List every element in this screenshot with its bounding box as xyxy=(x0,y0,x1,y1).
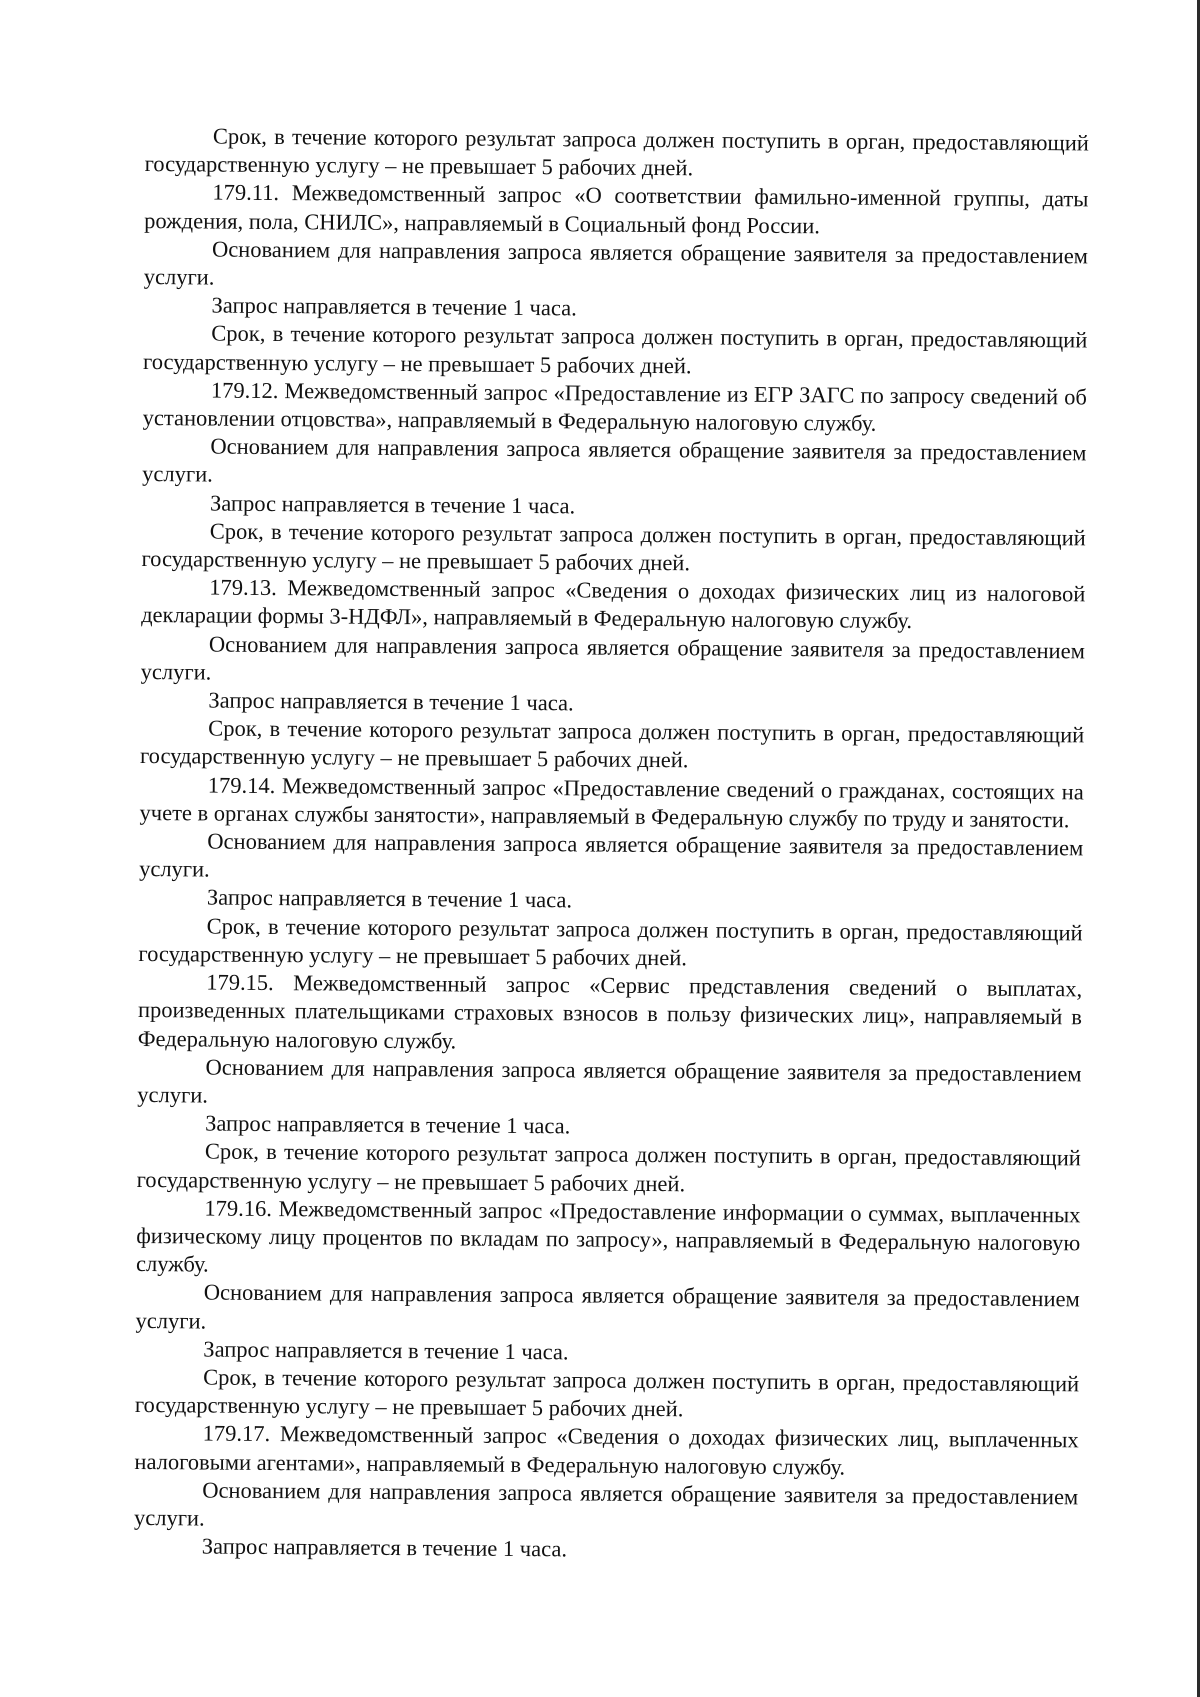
paragraph-zapros-time: Запрос направляется в течение 1 часа. xyxy=(211,292,577,321)
paragraph-zapros-time: Запрос направляется в течение 1 часа. xyxy=(209,490,576,519)
paragraph-osnovanie: Основанием для направления запроса является обращение заявителя за предоставлением услуги. xyxy=(135,1279,1080,1334)
paragraph-srok: Срок, в течение которого результат запроса должен поступить в орган, предоставляющий государственную услугу – не превышает 5 рабочих дней. xyxy=(138,913,1083,971)
paragraph-zapros-time: Запрос направляется в течение 1 часа. xyxy=(205,1110,571,1139)
paragraph-item-179-13: 179.13. Межведомственный запрос «Сведения о доходах физических лиц из налоговой декларации формы 3-НДФЛ», направляемый в Федеральную налоговую службу. xyxy=(141,574,1086,634)
paragraph-osnovanie: Основанием для направления запроса является обращение заявителя за предоставлением услуги. xyxy=(133,1477,1079,1531)
paragraph-item-179-11: 179.11. Межведомственный запрос «О соответствии фамильно-именной группы, даты рождения, пола, СНИЛС», направляемый в Социальный фонд России. xyxy=(144,179,1089,238)
paragraph-srok: Срок, в течение которого результат запроса должен поступить в орган, предоставляющий государственную услугу – не превышает 5 рабочих дней. xyxy=(136,1138,1081,1196)
paragraph-srok: Срок, в течение которого результат запроса должен поступить в орган, предоставляющий государственную услугу – не превышает 5 рабочих дней. xyxy=(144,123,1089,181)
paragraph-zapros-time: Запрос направляется в течение 1 часа. xyxy=(208,687,574,716)
paragraph-osnovanie: Основанием для направления запроса является обращение заявителя за предоставлением услуги. xyxy=(137,1054,1082,1108)
document-body xyxy=(134,122,1089,1568)
paragraph-zapros-time: Запрос направляется в течение 1 часа. xyxy=(206,884,573,913)
paragraph-srok: Срок, в течение которого результат запроса должен поступить в орган, предоставляющий государственную услугу – не превышает 5 рабочих дней. xyxy=(141,518,1086,576)
paragraph-osnovanie: Основанием для направления запроса является обращение заявителя за предоставлением услуги. xyxy=(139,828,1084,882)
paragraph-item-179-15: 179.15. Межведомственный запрос «Сервис представления сведений о выплатах, произведенных плательщиками страховых взносов в пользу физических лиц», направляемый в Федеральную налоговую службу. xyxy=(137,969,1083,1053)
paragraph-item-179-17: 179.17. Межведомственный запрос «Сведения о доходах физических лиц, выплаченных налоговыми агентами», направляемый в Федеральную налоговую службу. xyxy=(134,1420,1079,1480)
paragraph-zapros-time: Запрос направляется в течение 1 часа. xyxy=(201,1533,568,1562)
paragraph-item-179-16: 179.16. Межведомственный запрос «Предоставление информации о суммах, выплаченных физическому лицу процентов по вкладам по запросу», направляемый в Федеральную налоговую службу. xyxy=(135,1195,1081,1277)
paragraph-srok: Срок, в течение которого результат запроса должен поступить в орган, предоставляющий государственную услугу – не превышает 5 рабочих дней. xyxy=(143,320,1088,378)
paragraph-osnovanie: Основанием для направления запроса является обращение заявителя за предоставлением услуги. xyxy=(140,631,1085,685)
paragraph-osnovanie: Основанием для направления запроса является обращение заявителя за предоставлением услуги. xyxy=(142,433,1087,487)
paragraph-zapros-time: Запрос направляется в течение 1 часа. xyxy=(203,1336,569,1365)
paragraph-osnovanie: Основанием для направления запроса является обращение заявителя за предоставлением услуги. xyxy=(143,236,1089,290)
paragraph-item-179-12: 179.12. Межведомственный запрос «Предоставление из ЕГР ЗАГС по запросу сведений об установлении отцовства», направляемый в Федеральную налоговую службу. xyxy=(142,377,1087,436)
paragraph-srok: Срок, в течение которого результат запроса должен поступить в орган, предоставляющий государственную услугу – не превышает 5 рабочих дней. xyxy=(134,1364,1080,1422)
paragraph-srok: Срок, в течение которого результат запроса должен поступить в орган, предоставляющий государственную услугу – не превышает 5 рабочих дней. xyxy=(139,715,1085,773)
paragraph-item-179-14: 179.14. Межведомственный запрос «Предоставление сведений о гражданах, состоящих на учете в органах службы занятости», направляемый в Федеральную службу по труду и занятости. xyxy=(139,772,1084,833)
